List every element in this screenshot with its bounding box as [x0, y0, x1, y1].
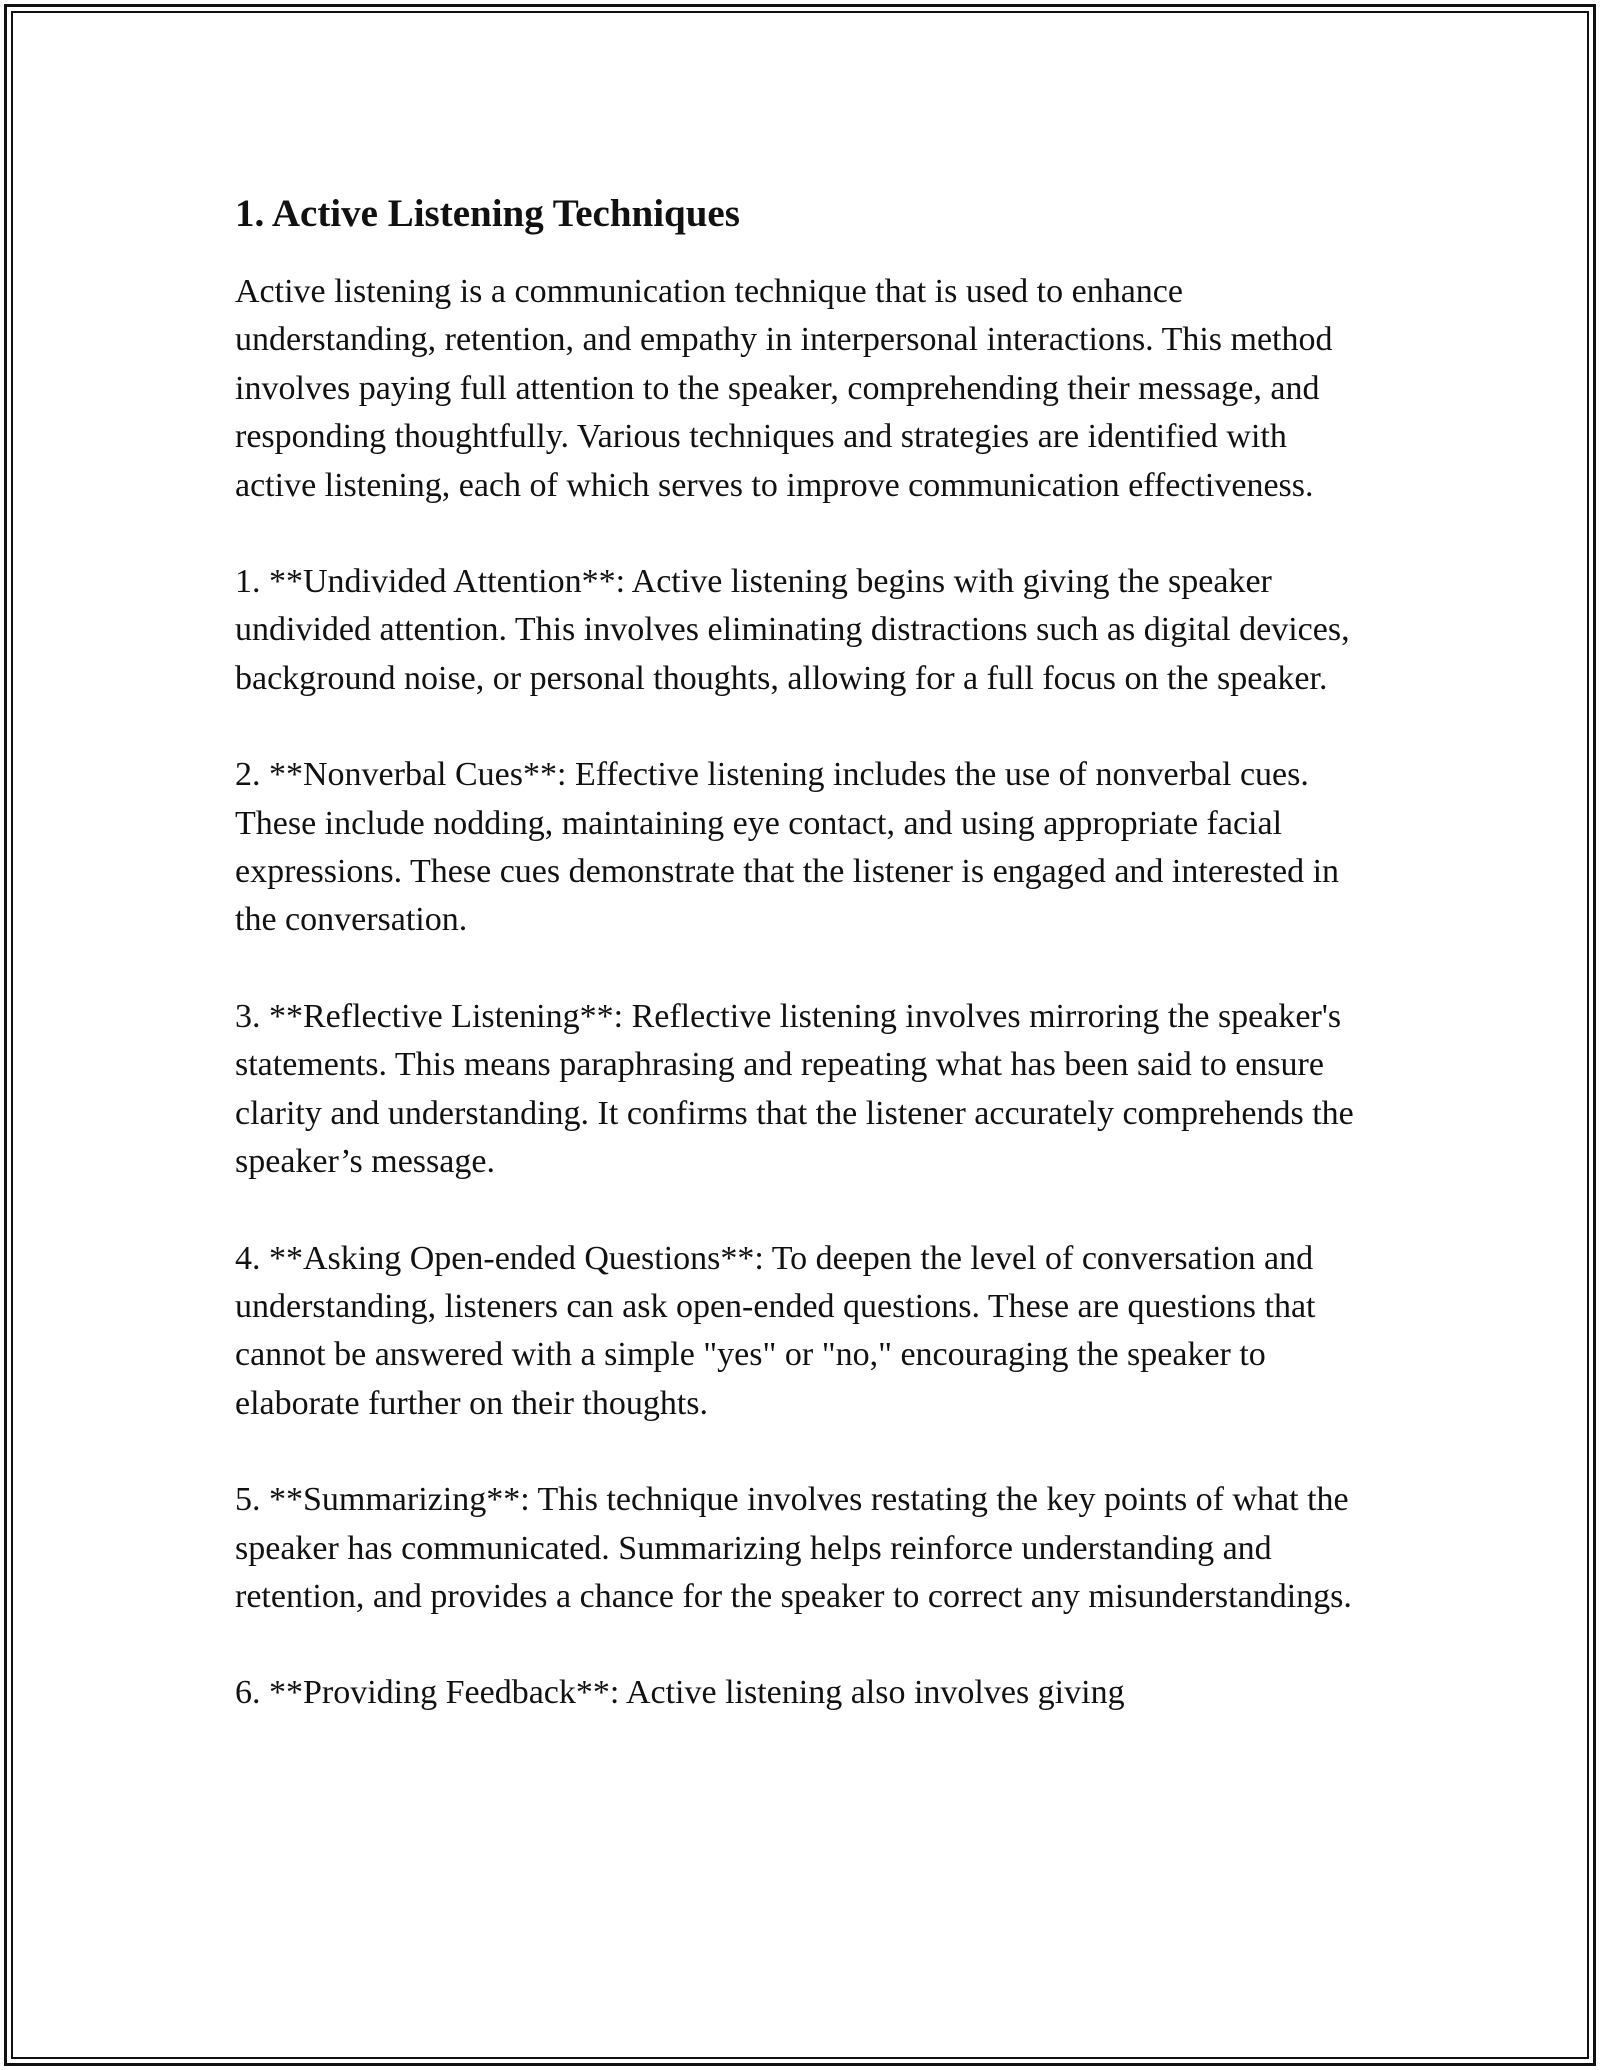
technique-nonverbal-cues: 2. **Nonverbal Cues**: Effective listening includes the use of nonverbal cues. These include nodding, maintaining eye contact, and using appropriate facial expressions. These cues demonstrate that the listener is engaged and interested in the conversation.	[235, 756, 1340, 939]
technique-open-ended-questions: 4. **Asking Open-ended Questions**: To deepen the level of conversation and understanding, listeners can ask open-ended questions. These are questions that cannot be answered with a simple "yes" or "no," encouraging the speaker to elaborate further on their thoughts.	[235, 1239, 1316, 1422]
technique-reflective-listening: 3. **Reflective Listening**: Reflective listening involves mirroring the speaker's statements. This means paraphrasing and repeating what has been said to ensure clarity and understanding. It confirms that the listener accurately comprehends the speaker’s message.	[235, 997, 1354, 1181]
page-title: 1. Active Listening Techniques	[235, 192, 740, 235]
technique-providing-feedback: 6. **Providing Feedback**: Active listening also involves giving	[235, 1674, 1125, 1712]
technique-undivided-attention: 1. **Undivided Attention**: Active listening begins with giving the speaker undivided attention. This involves eliminating distractions such as digital devices, background noise, or personal thoughts, allowing for a full focus on the speaker.	[235, 563, 1350, 697]
technique-summarizing: 5. **Summarizing**: This technique involves restating the key points of what the speaker has communicated. Summarizing helps reinforce understanding and retention, and provides a chance for the speaker to correct any misunderstandings.	[235, 1481, 1352, 1615]
intro-paragraph: Active listening is a communication technique that is used to enhance understanding, retention, and empathy in interpersonal interactions. This method involves paying full attention to the speaker, comprehending their message, and responding thoughtfully. Various techniques and strategies are identified with active listening, each of which serves to improve communication effectiveness.	[235, 273, 1333, 504]
document-body	[235, 186, 1375, 1766]
